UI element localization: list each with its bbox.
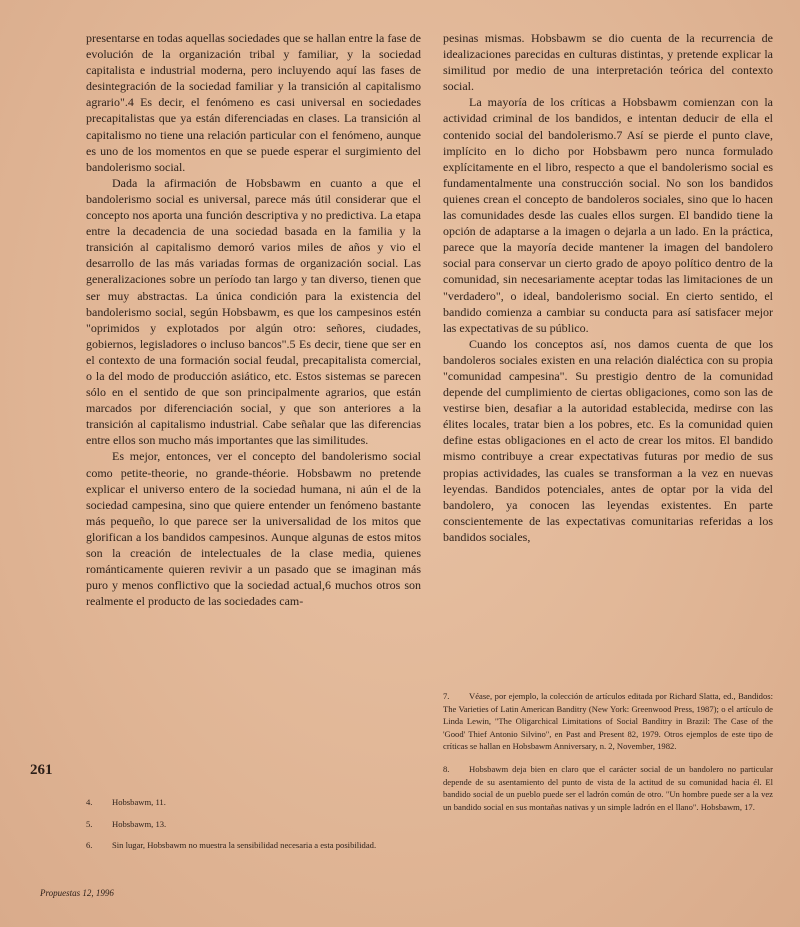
footnote-text: Hobsbawm, 11. — [112, 797, 166, 807]
footnote-number: 5. — [86, 818, 93, 829]
paragraph: Es mejor, entonces, ver el concepto del bandolerismo social como petite-theorie, no grande-théorie. Hobsbawm no pretende explicar el universo entero de la sociedad humana, ni aún el de la sociedad campesina, sino que quiere entender un fenómeno bastante más pequeño, lo que parece ser la universalidad de los mitos que glorifican a los bandidos campesinos. Aunque algunas de estos mitos son la creación de intelectuales de la clase media, quienes románticamente quieren revivir a un pasado que se imaginan más puro y menos conflictivo que la sociedad actual,6 muchos otros son realmente el producto de las sociedades cam- — [86, 449, 421, 609]
paragraph: La mayoría de los críticas a Hobsbawm comienzan con la actividad criminal de los bandidos, e intentan deducir de ella el contenido social del bandolerismo.7 Así se pierde el punto clave, implícito en lo dicho por Hobsbawm pero nunca formulado explícitamente en el libro, respecto a que el bandolerismo social es fundamentalmente una construcción social. No son los bandidos quienes crean el concepto de bandoleros sociales, sino que lo hacen las comunidades desde las cuales ellos surgen. El bandido tiene la opción de adaptarse a la imagen o dejarla a un lado. En la práctica, parece que la mayoría decide mantener la imagen del bandolero social para conservar un cierto grado de apoyo político dentro de la comunidad, sin necesariamente aceptar todas las limitaciones de un "verdadero", o ideal, bandolerismo social. En cierto sentido, el bandido comienza a cambiar su conducta para así satisfacer mejor las expectativas de su público. — [443, 95, 773, 335]
footnote — [443, 690, 773, 753]
footnote-number: 7. — [443, 691, 450, 701]
footnotes-right — [443, 690, 773, 823]
footnote — [443, 763, 773, 813]
footnote — [86, 839, 421, 852]
footnote — [86, 796, 421, 809]
text-column-left — [86, 30, 421, 609]
paragraph: Dada la afirmación de Hobsbawm en cuanto a que el bandolerismo social es universal, parece más útil considerar que el concepto nos aporta una función descriptiva y no predictiva. La etapa entre la decadencia de una sociedad basada en la familia y la transición al capitalismo demoró varios miles de años y vio el desarrollo de las más variadas formas de organización social. Las generalizaciones sobre un período tan largo y tan diverso, tienen que ser muy abstractas. La única condición para la existencia del bandolerismo social, según Hobsbawm, es que los campesinos estén "oprimidos y explotados por algún otro: señores, ciudades, gobiernos, legisladores o incluso bancos".5 Es decir, tiene que ser en el contexto de una formación social feudal, precapitalista comercial, o la del modo de producción asiático, etc. Estos sistemas se parecen sólo en el sentido de que son principalmente agrarios, que están marcados por diferenciación social, y que son anteriores a la transición al capitalismo industrial. Cabe señalar que las diferencias entre ellos son mucho más importantes que las similitudes. — [86, 175, 421, 448]
footnote-text: Sin lugar, Hobsbawm no muestra la sensibilidad necesaria a esta posibilidad. — [112, 840, 377, 851]
footnote-number: 4. — [86, 797, 93, 807]
text-column-right — [443, 30, 773, 545]
footnotes-left — [86, 796, 421, 861]
page-number: 261 — [30, 762, 53, 778]
footnote-number: 6. — [86, 840, 93, 851]
paragraph: pesinas mismas. Hobsbawm se dio cuenta de la recurrencia de idealizaciones parecidas en culturas distintas, y pretende explicar la similitud por medio de una interpretación teórica del contexto social. — [443, 31, 773, 94]
footnote-text: Hobsbawm deja bien en claro que el carácter social de un bandolero no particular depende de su asentamiento del punto de vista de la actitud de su comunidad hacia él. El bandido social de un pueblo puede ser el ladrón común de otro. "Un hombre puede ser a la vez un bandido social en sus montañas nativas y un simple ladrón en el llano". Hobsbawm, 17. — [443, 763, 773, 812]
journal-footer: Propuestas 12, 1996 — [40, 888, 114, 898]
footnote-text: Véase, por ejemplo, la colección de artículos editada por Richard Slatta, ed., Bandidos: The Varieties of Latin American Banditry (New York: Greenwood Press, 1987); o el artículo de Linda Lewin, "The Oligarchical Limitations of Social Banditry in Brazil: The Case of the 'Good' Thief Antonio Silvino", en Past and Present 82, 1979. Otros ejemplos de este tipo de críticas se hallan en Hobsbawm Anniversary, n. 2, November, 1982. — [443, 691, 773, 752]
paragraph: presentarse en todas aquellas sociedades que se hallan entre la fase de evolución de la organización tribal y familiar, y la sociedad capitalista e industrial moderna, pero incluyendo aquí las fases de desintegración de la sociedad familiar y la transición al capitalismo agrario".4 Es decir, el fenómeno es casi universal en sociedades precapitalistas que ya están diferenciadas en clases. La transición al capitalismo no tiene una relación particular con el fenómeno, aunque es uno de los momentos en que se puede esperar el surgimiento del bandolerismo social. — [86, 31, 421, 174]
paragraph: Cuando los conceptos así, nos damos cuenta de que los bandoleros sociales existen en una relación dialéctica con su propia "comunidad campesina". Su prestigio dentro de la comunidad depende del cumplimiento de ciertas obligaciones, como son las de vestirse bien, desafiar a la autoridad establecida, medirse con las élites locales, tratar bien a los pobres, etc. Es la comunidad quien define estas obligaciones en el acto de crear los mitos. El bandido mismo contribuye a crear expectativas futuras por medio de sus propias actividades, las cuales se transforman a la vez en nuevas leyendas. Bandidos potenciales, antes de optar por la vida del bandolero, ya conocen las leyendas existentes. En parte conscientemente de las expectativas comunitarias referidas a los bandidos sociales, — [443, 336, 773, 544]
footnote — [86, 818, 421, 831]
footnote-text: Hobsbawm, 13. — [112, 818, 167, 829]
footnote-number: 8. — [443, 763, 450, 774]
